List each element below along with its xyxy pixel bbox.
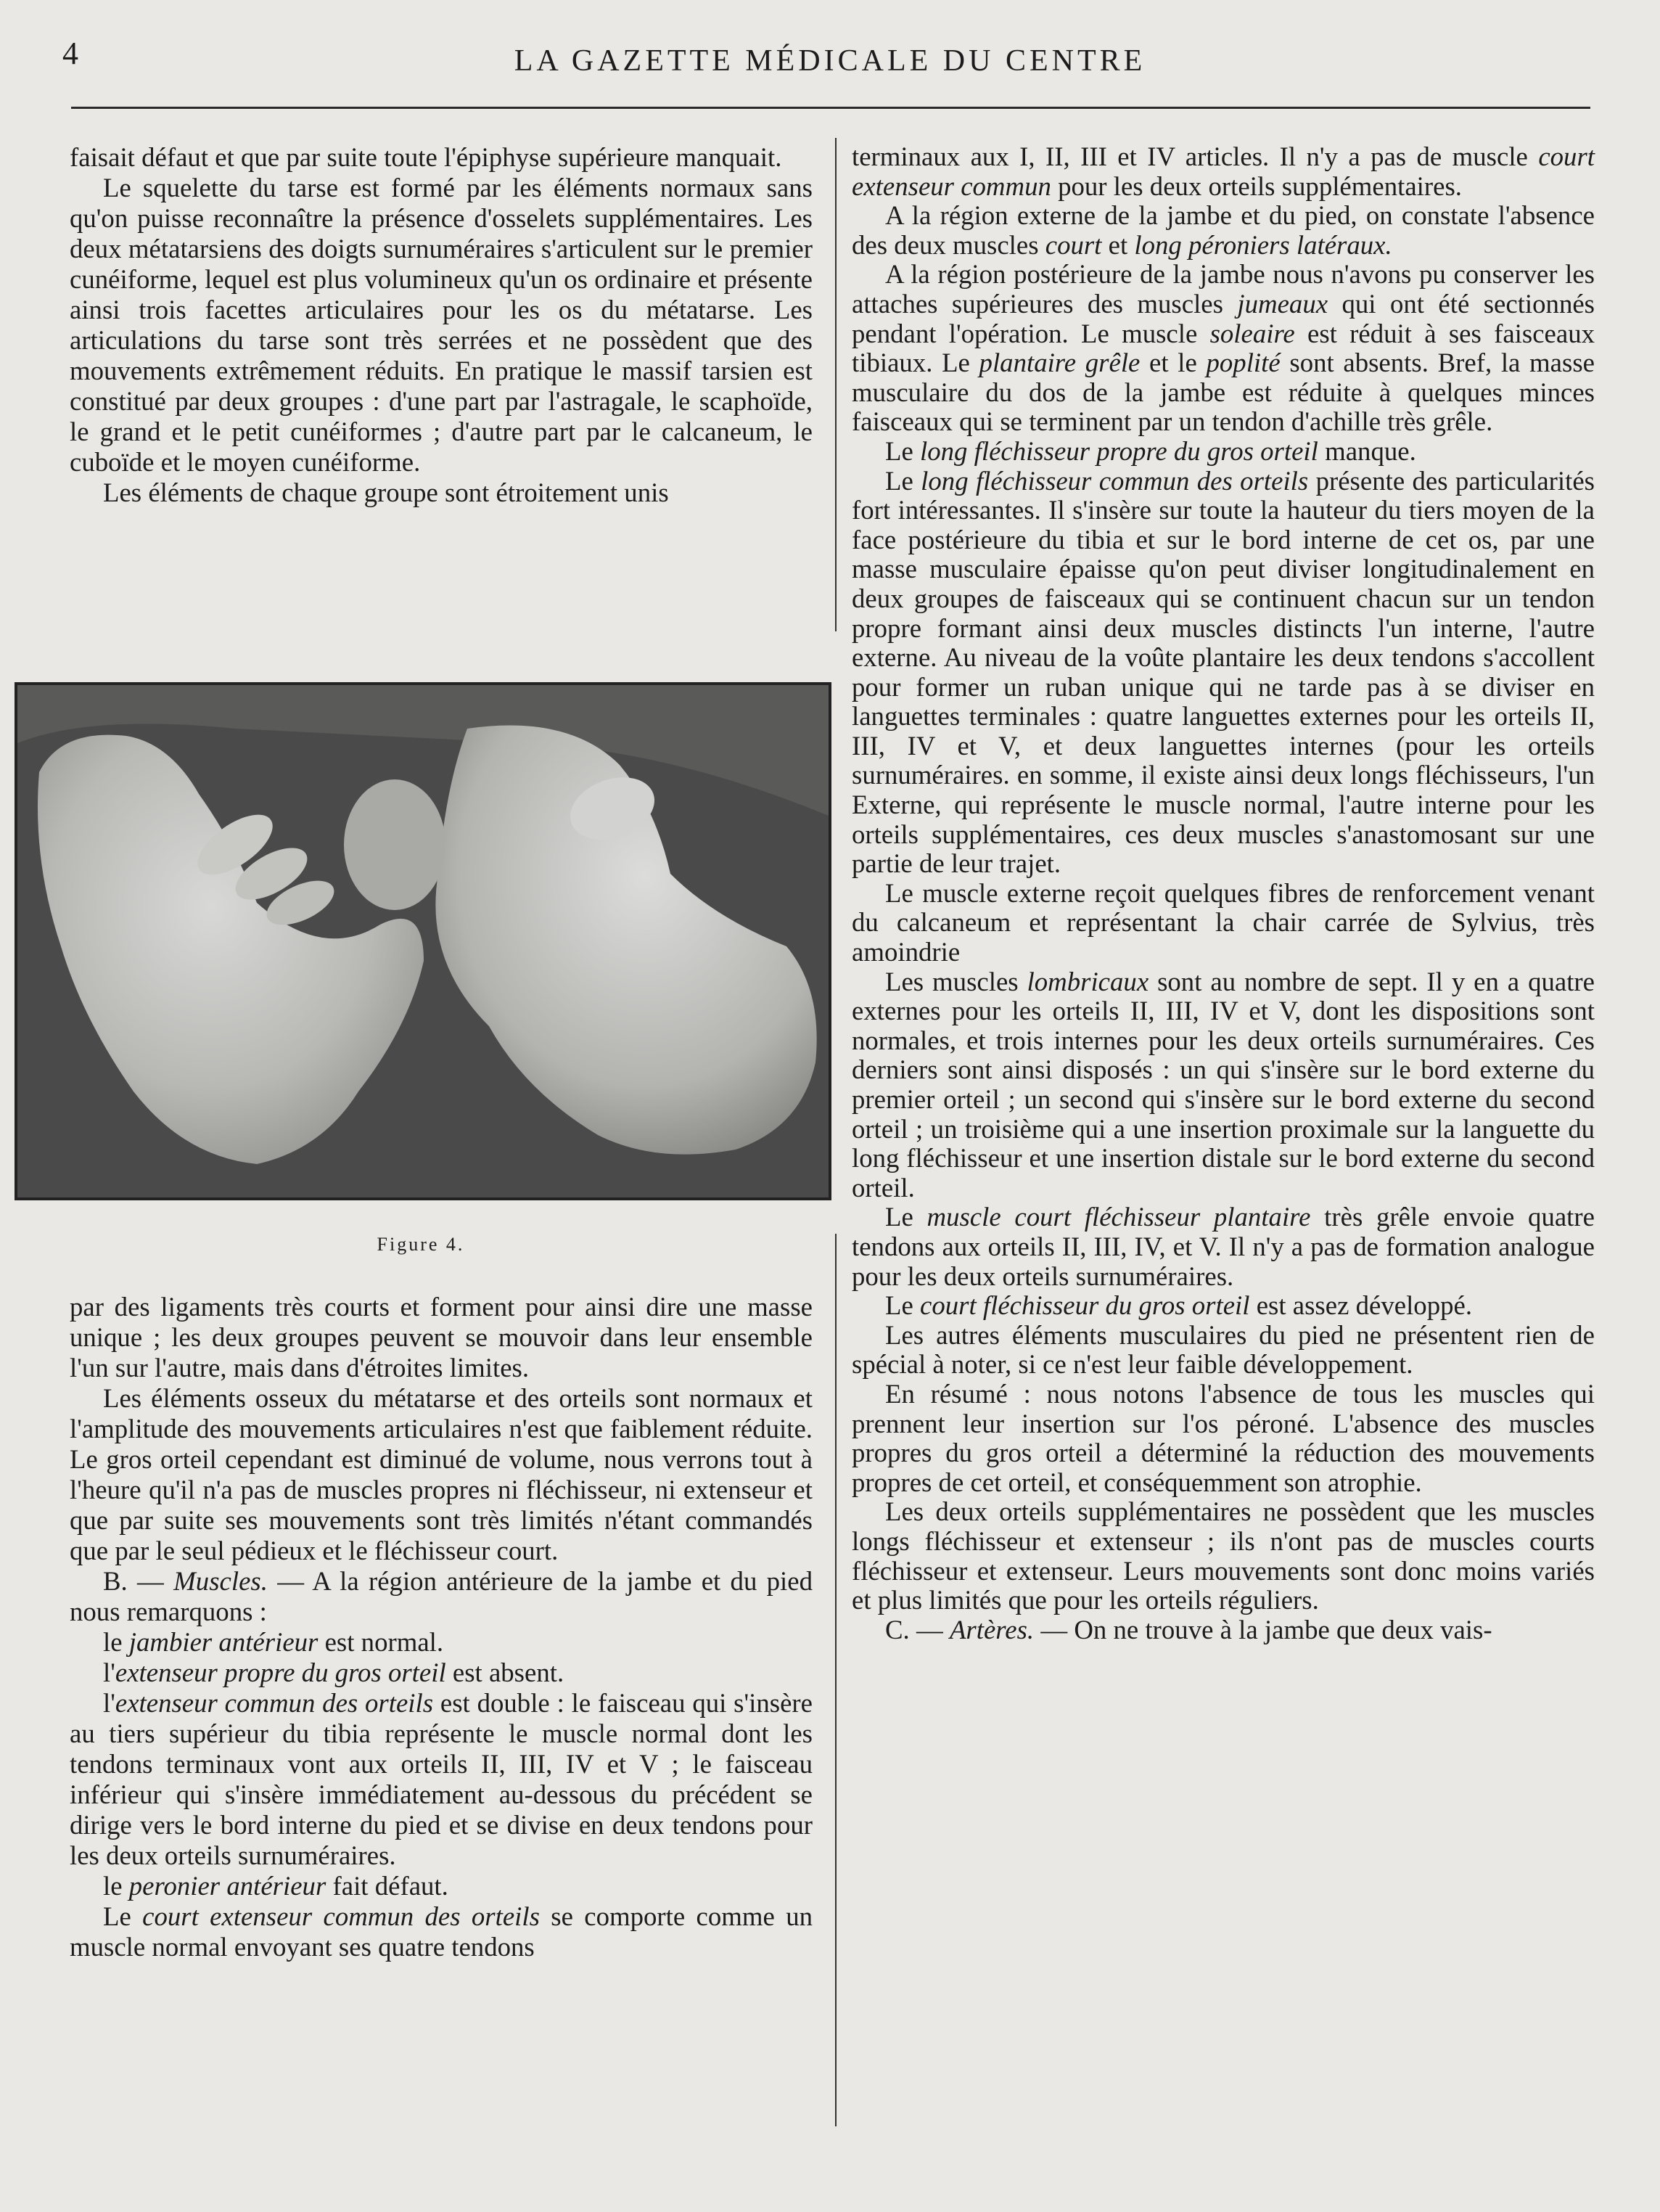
term: court — [1045, 229, 1102, 260]
paragraph — [852, 260, 1595, 437]
term: long fléchisseur commun des orteils — [921, 465, 1309, 496]
term: peronier antérieur — [128, 1871, 326, 1901]
text: est double : le faisceau qui s'insère au tiers supérieur du tibia représente le muscle normal dont les tendons terminaux vont aux orteils II, III, IV et V ; le faisceau inférieur qui s'insère immédiatement au-dessous du précédent se dirige vers le bord interne du pied et se divise en deux tendons pour les deux orteils surnuméraires. — [70, 1688, 813, 1870]
paragraph: Les deux orteils supplémentaires ne possèdent que les muscles longs fléchisseur et extenseur ; ils n'ont pas de muscles courts fléchisseur et extenseur. Leurs mouvements sont donc moins variés et plus limités que pour les orteils réguliers. — [852, 1496, 1595, 1615]
section-letter: B. — — [103, 1566, 174, 1596]
text: manque. — [1318, 435, 1416, 466]
text: fait défaut. — [326, 1871, 448, 1901]
left-column-top — [70, 142, 813, 508]
text: Le — [103, 1901, 143, 1931]
paragraph — [852, 467, 1595, 879]
paragraph: faisait défaut et que par suite toute l'épiphyse supérieure manquait. — [70, 142, 782, 172]
term: long péroniers latéraux. — [1134, 229, 1392, 260]
text: pour les deux orteils supplémentaires. — [1051, 171, 1463, 201]
list-item — [70, 1658, 813, 1688]
term: jumeaux — [1237, 288, 1328, 319]
figure-photograph — [15, 682, 831, 1200]
term: extenseur commun des orteils — [115, 1688, 434, 1718]
page-number: 4 — [62, 36, 78, 71]
paragraph: par des ligaments très courts et forment pour ainsi dire une masse unique ; les deux groupes peuvent se mouvoir dans leur ensemble l'un sur l'autre, mais dans d'étroites limites. — [70, 1292, 813, 1382]
paragraph: Le muscle externe reçoit quelques fibres de renforcement venant du calcaneum et représentant la chair carrée de Sylvius, très amoindrie — [852, 877, 1595, 967]
term: lombricaux — [1027, 966, 1149, 996]
section-letter: C. — — [885, 1614, 950, 1644]
text: sont au nombre de sept. Il y en a quatre externes pour les orteils II, III, IV et V, dont les dispositions sont normales, et trois internes pour les deux orteils surnuméraires. Ces derniers sont ainsi disposés : un qui s'insère sur le bord externe du premier orteil ; un second qui s'insère sur le bord externe du second orteil ; un troisième qui a une insertion proximale sur la languette du long fléchisseur et une insertion distale sur le bord externe du second orteil. — [852, 966, 1595, 1203]
header-rule — [71, 107, 1590, 109]
text: le — [103, 1627, 129, 1657]
paragraph — [852, 1203, 1595, 1291]
paragraph: Les autres éléments musculaires du pied ne présentent rien de spécial à noter, si ce n'est leur faible développement. — [852, 1319, 1595, 1380]
figure-caption: Figure 4. — [377, 1234, 465, 1255]
text: le — [103, 1871, 129, 1901]
list-item — [70, 1688, 813, 1871]
paragraph — [852, 201, 1595, 260]
paragraph — [852, 437, 1595, 467]
term: muscle court fléchisseur plantaire — [926, 1202, 1311, 1232]
right-column — [852, 142, 1595, 1644]
column-divider-bottom — [835, 1234, 837, 2126]
section-heading: Muscles. — [173, 1566, 268, 1596]
list-item — [70, 1901, 813, 1962]
running-title: LA GAZETTE MÉDICALE DU CENTRE — [514, 44, 1146, 78]
text: est normal. — [318, 1627, 444, 1657]
text: est assez développé. — [1249, 1290, 1473, 1321]
paragraph: Les éléments osseux du métatarse et des orteils sont normaux et l'amplitude des mouvements articulaires n'est que faiblement réduite. Le gros orteil cependant est diminué de volume, nous verrons tout à l'heure qu'il n'a pas de muscles propres ni fléchisseur, ni extenseur et que par suite ses mouvements sont très limités n'étant commandés que par le seul pédieux et le fléchisseur court. — [70, 1383, 813, 1565]
text: et le — [1140, 348, 1207, 378]
paragraph — [852, 142, 1595, 201]
text: Le — [885, 1290, 921, 1321]
text: présente des particularités fort intéressantes. Il s'insère sur toute la hauteur du tiers moyen de la face postérieure du tibia et sur le bord interne de cet os, par une masse musculaire épaisse qu'on peut diviser longitudinalement en deux groupes de faisceaux qui se continuent chacun sur un tendon propre formant ainsi deux muscles distincts l'un interne, l'autre externe. Au niveau de la voûte plantaire les deux tendons s'accollent pour former un ruban unique qui ne tarde pas à se diviser en languettes terminales : quatre languettes externes pour les orteils II, III, IV et V, et deux languettes internes (pour les orteils surnuméraires. en somme, il existe ainsi deux longs fléchisseurs, l'un Externe, qui représente le muscle normal, l'autre interne pour les orteils supplémentaires, ces deux muscles s'anastomosant sur une partie de leur trajet. — [852, 465, 1595, 879]
term: jambier antérieur — [128, 1627, 319, 1657]
term: court extenseur commun des orteils — [142, 1901, 540, 1931]
column-divider-top — [835, 138, 837, 631]
text: Le — [885, 435, 921, 466]
text: qui ont été sectionnés pendant l'opération. Le muscle — [852, 288, 1595, 348]
text: et — [1101, 229, 1135, 260]
text: Les muscles — [885, 966, 1027, 996]
text: est absent. — [445, 1658, 564, 1687]
text: — On ne trouve à la jambe que deux vais- — [1034, 1614, 1492, 1644]
term: court fléchisseur du gros orteil — [920, 1290, 1250, 1321]
feet-photograph-image — [17, 685, 829, 1197]
paragraph — [70, 1566, 813, 1627]
term: long fléchisseur propre du gros orteil — [920, 435, 1318, 466]
text: l' — [103, 1688, 115, 1718]
text: est réduit à ses faisceaux tibiaux. Le — [852, 318, 1595, 378]
paragraph: Le squelette du tarse est formé par les éléments normaux sans qu'on puisse reconnaître la présence d'osselets supplémentaires. Les deux métatarsiens des doigts surnuméraires s'articulent sur le premier cunéiforme, lequel est plus volumineux qu'un os ordinaire et présente ainsi trois facettes articulaires pour les os du métatarse. Les articulations du tarse sont très serrées et ne possèdent que des mouvements extrêmement réduits. En pratique le massif tarsien est constitué par deux groupes : d'une part par l'astragale, le scaphoïde, le grand et le petit cunéiformes ; d'autre part par le calcaneum, le cuboïde et le moyen cunéiforme. — [70, 173, 813, 477]
paragraph: En résumé : nous notons l'absence de tous les muscles qui prennent leur insertion sur l'os péroné. L'absence des muscles propres du gros orteil a déterminé la réduction des mouvements propres de cet orteil, et conséquemment son atrophie. — [852, 1378, 1595, 1497]
term: poplité — [1206, 348, 1281, 378]
section-heading: Artères. — [949, 1614, 1035, 1644]
list-item — [70, 1627, 813, 1658]
text: Le — [885, 465, 921, 496]
term: extenseur propre du gros orteil — [115, 1658, 446, 1687]
text: — A la région antérieure de la jambe et du pied nous remarquons : — [70, 1566, 813, 1626]
paragraph — [852, 1615, 1595, 1645]
paragraph: Les éléments de chaque groupe sont étroitement unis — [103, 478, 669, 507]
text: Le — [885, 1202, 927, 1232]
list-item — [70, 1871, 813, 1901]
term: plantaire grêle — [979, 348, 1141, 378]
text: A la région externe de la jambe et du pied, on constate l'absence des deux muscles — [852, 200, 1595, 260]
text: A la région postérieure de la jambe nous n'avons pu conserver les attaches supérieures des muscles — [852, 259, 1595, 319]
left-column-bottom — [70, 1292, 813, 1962]
text: très grêle envoie quatre tendons aux orteils II, III, IV, et V. Il n'y a pas de formation analogue pour les deux orteils surnuméraires. — [852, 1202, 1595, 1291]
term: court extenseur commun — [852, 142, 1595, 201]
text: terminaux aux I, II, III et IV articles. Il n'y a pas de muscle — [852, 142, 1539, 171]
term: soleaire — [1209, 318, 1295, 348]
paragraph — [852, 1291, 1595, 1321]
text: se comporte comme un muscle normal envoyant ses quatre tendons — [70, 1901, 813, 1962]
text: sont absents. Bref, la masse musculaire du dos de la jambe est réduite à quelques minces faisceaux qui se terminent par un tendon d'achille très grêle. — [852, 348, 1595, 437]
text: l' — [103, 1658, 115, 1687]
paragraph — [852, 967, 1595, 1203]
